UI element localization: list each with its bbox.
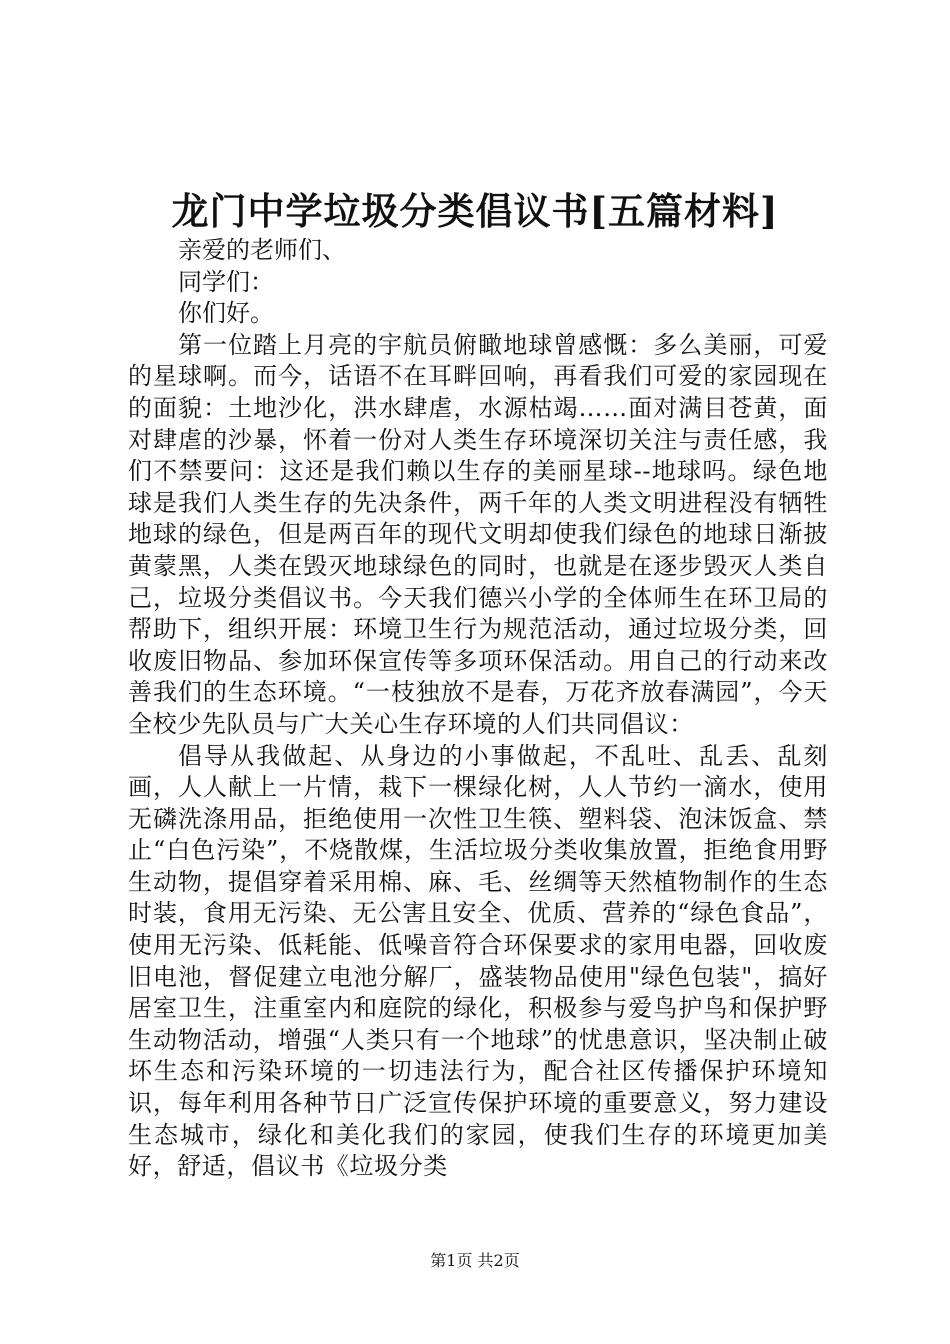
greeting-line: 你们好。 (178, 299, 274, 328)
greeting-line: 亲爱的老师们、 (178, 236, 346, 264)
body-paragraph: 第一位踏上月亮的宇航员俯瞰地球曾感慨：多么美丽，可爱的星球啊。而今，话语不在耳畔回响，再看我们可爱的家园现在的面貌：土地沙化，洪水肆虐，水源枯竭……面对满目苍黄，面对肆虐的沙暴，怀着一份对人类生存环境深切关注与责任感，我们不禁要问：这还是我们赖以生存的美丽星球--地球吗。绿色地球是我们人类生存的先决条件，两千年的人类文明进程没有牺牲地球的绿色，但是两百年的现代文明却使我们绿色的地球日渐披黄蒙黑，人类在毁灭地球绿色的同时，也就是在逐步毁灭人类自己，垃圾分类倡议书。今天我们德兴小学的全体师生在环卫局的帮助下，组织开展：环境卫生行为规范活动，通过垃圾分类，回收废旧物品、参加环保宣传等多项环保活动。用自己的行动来改善我们的生态环境。“一枝独放不是春，万花齐放春满园”，今天全校少先队员与广大关心生存环境的人们共同倡议： (128, 330, 828, 738)
greeting-line: 同学们： (178, 267, 274, 296)
page-footer: 第1页 共2页 (430, 1251, 520, 1270)
document-body (128, 235, 828, 1183)
document-title: 龙门中学垃圾分类倡议书[五篇材料] (171, 189, 779, 233)
body-paragraph: 倡导从我做起、从身边的小事做起，不乱吐、乱丢、乱刻画，人人献上一片情，栽下一棵绿化树，人人节约一滴水，使用无磷洗涤用品，拒绝使用一次性卫生筷、塑料袋、泡沫饭盒、禁止“白色污染”，不烧散煤，生活垃圾分类收集放置，拒绝食用野生动物，提倡穿着采用棉、麻、毛、丝绸等天然植物制作的生态时装，食用无污染、无公害且安全、优质、营养的“绿色食品”，使用无污染、低耗能、低噪音符合环保要求的家用电器，回收废旧电池，督促建立电池分解厂，盛装物品使用"绿色包装"，搞好居室卫生，注重室内和庭院的绿化，积极参与爱鸟护鸟和保护野生动物活动，增强“人类只有一个地球”的忧患意识，坚决制止破坏生态和污染环境的一切违法行为，配合社区传播保护环境知识，每年利用各种节日广泛宣传保护环境的重要意义，努力建设生态城市，绿化和美化我们的家园，使我们生存的环境更加美好，舒适，倡议书《垃圾分类 (128, 741, 828, 1181)
